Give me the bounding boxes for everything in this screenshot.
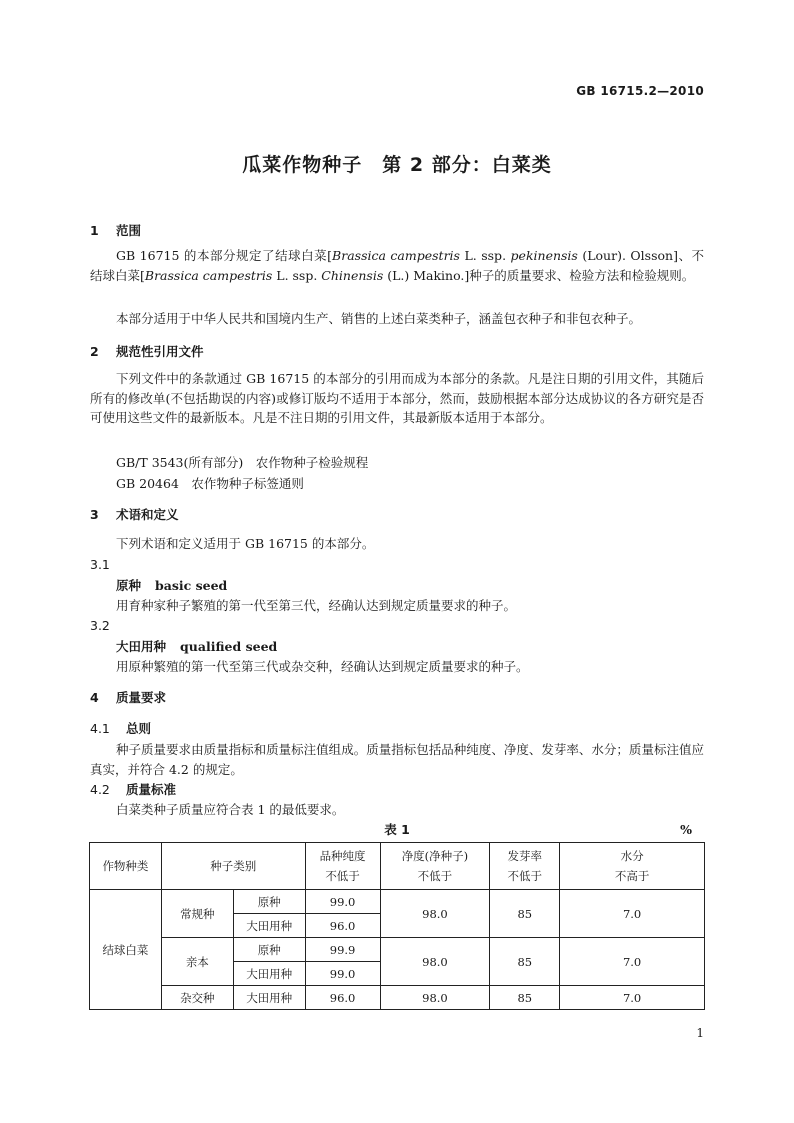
clause-number: 4.1: [90, 721, 110, 736]
section-1-heading: [90, 221, 141, 239]
reference-gbt3543: GB/T 3543(所有部分) 农作物种子检验规程: [116, 455, 369, 470]
grade-cell: 原种: [233, 890, 305, 914]
term-en: basic seed: [155, 578, 228, 593]
term-number-3-1: 3.1: [90, 557, 110, 572]
header-moisture: [560, 843, 705, 890]
cleanliness-cell: 98.0: [380, 938, 490, 986]
term-en: qualified seed: [180, 639, 278, 654]
purity-cell: 96.0: [305, 986, 380, 1010]
header-line: 净度(净种子): [401, 849, 469, 863]
grade-cell: 大田用种: [233, 986, 305, 1010]
table-caption: 表 1: [384, 822, 410, 837]
header-line: 水分: [620, 849, 644, 863]
latin-name: Brassica campestris: [144, 267, 273, 283]
table-row: [90, 890, 705, 914]
clause-number: 4.2: [90, 782, 110, 797]
terms-intro: 下列术语和定义适用于 GB 16715 的本部分。: [116, 536, 375, 551]
scope-paragraph-2: 本部分适用于中华人民共和国境内生产、销售的上述白菜类种子，涵盖包衣种子和非包衣种子。: [116, 311, 642, 326]
latin-name: Brassica campestris: [332, 248, 460, 263]
term-qualified-seed: [116, 637, 277, 655]
moisture-cell: 7.0: [560, 890, 705, 938]
table-row: [90, 986, 705, 1010]
scope-paragraph-1: [90, 246, 704, 285]
crop-cell: 结球白菜: [90, 890, 162, 1010]
moisture-cell: 7.0: [560, 986, 705, 1010]
grade-cell: 大田用种: [233, 962, 305, 986]
moisture-cell: 7.0: [560, 938, 705, 986]
purity-cell: 96.0: [305, 914, 380, 938]
header-line: 发芽率: [507, 849, 543, 863]
table-unit: %: [680, 822, 692, 837]
clause-title: 总则: [126, 721, 152, 736]
document-title: 瓜菜作物种子 第 2 部分：白菜类: [242, 154, 552, 176]
type-cell: 常规种: [161, 890, 233, 938]
header-purity: [305, 843, 380, 890]
table-header-row: [90, 843, 705, 890]
purity-cell: 99.0: [305, 962, 380, 986]
header-line: 品种纯度: [319, 849, 366, 863]
latin-name: pekinensis: [510, 248, 578, 263]
general-paragraph: 种子质量要求由质量指标和质量标注值组成。质量指标包括品种纯度、净度、发芽率、水分；质量标注值应真实，并符合 4.2 的规定。: [90, 742, 704, 777]
header-line: 不低于: [507, 869, 543, 883]
text: L. ssp.: [272, 267, 322, 283]
standard-paragraph: 白菜类种子质量应符合表 1 的最低要求。: [116, 802, 345, 817]
section-3-heading: [90, 505, 179, 523]
header-crop: 作物种类: [90, 843, 162, 890]
latin-name: Chinensis: [321, 267, 384, 283]
section-number: 3: [90, 507, 99, 522]
grade-cell: 原种: [233, 938, 305, 962]
term-zh: 原种: [116, 578, 142, 593]
term-basic-seed: [116, 576, 227, 594]
header-germination: [490, 843, 560, 890]
purity-cell: 99.9: [305, 938, 380, 962]
text: GB 16715 的本部分规定了结球白菜[: [116, 248, 333, 263]
section-4-heading: [90, 688, 166, 706]
term-zh: 大田用种: [116, 639, 167, 654]
clause-title: 质量标准: [126, 782, 177, 797]
page-number: 1: [696, 1026, 704, 1040]
table-row: [90, 938, 705, 962]
clause-4-2-heading: [90, 780, 176, 798]
cleanliness-cell: 98.0: [380, 986, 490, 1010]
germination-cell: 85: [490, 938, 560, 986]
section-title: 术语和定义: [116, 507, 179, 522]
header-line: 不低于: [417, 869, 453, 883]
header-line: 不高于: [614, 869, 650, 883]
cleanliness-cell: 98.0: [380, 890, 490, 938]
header-category: 种子类别: [161, 843, 305, 890]
reference-gb20464: GB 20464 农作物种子标签通则: [116, 476, 304, 491]
references-paragraph: 下列文件中的条款通过 GB 16715 的本部分的引用而成为本部分的条款。凡是注日期的引用文件，其随后所有的修改单(不包括勘误的内容)或修订版均不适用于本部分，然而，鼓励根据本部分达成协议的各方研究是否可使用这些文件的最新版本。凡是不注日期的引用文件，其最新版本适用于本部分。: [90, 371, 704, 425]
text: (Lour). Olsson]、不结球白菜[: [90, 248, 704, 283]
section-number: 4: [90, 690, 99, 705]
section-number: 2: [90, 344, 99, 359]
section-number: 1: [90, 223, 99, 238]
type-cell: 亲本: [161, 938, 233, 986]
term-number-3-2: 3.2: [90, 618, 110, 633]
type-cell: 杂交种: [161, 986, 233, 1010]
header-line: 不低于: [325, 869, 360, 883]
header-cleanliness: [380, 843, 490, 890]
section-2-heading: [90, 342, 204, 360]
grade-cell: 大田用种: [233, 914, 305, 938]
text: L. ssp.: [459, 248, 511, 263]
clause-4-1-heading: [90, 719, 151, 737]
purity-cell: 99.0: [305, 890, 380, 914]
germination-cell: 85: [490, 890, 560, 938]
section-title: 质量要求: [116, 690, 167, 705]
section-title: 规范性引用文件: [116, 344, 204, 359]
text: (L.) Makino.]种子的质量要求、检验方法和检验规则。: [383, 267, 695, 283]
term-definition-qualified-seed: 用原种繁殖的第一代至第三代或杂交种，经确认达到规定质量要求的种子。: [116, 659, 529, 674]
section-title: 范围: [116, 223, 142, 238]
standard-code: GB 16715.2—2010: [576, 84, 704, 98]
term-definition-basic-seed: 用育种家种子繁殖的第一代至第三代，经确认达到规定质量要求的种子。: [116, 598, 517, 613]
quality-table: [89, 842, 705, 1010]
germination-cell: 85: [490, 986, 560, 1010]
